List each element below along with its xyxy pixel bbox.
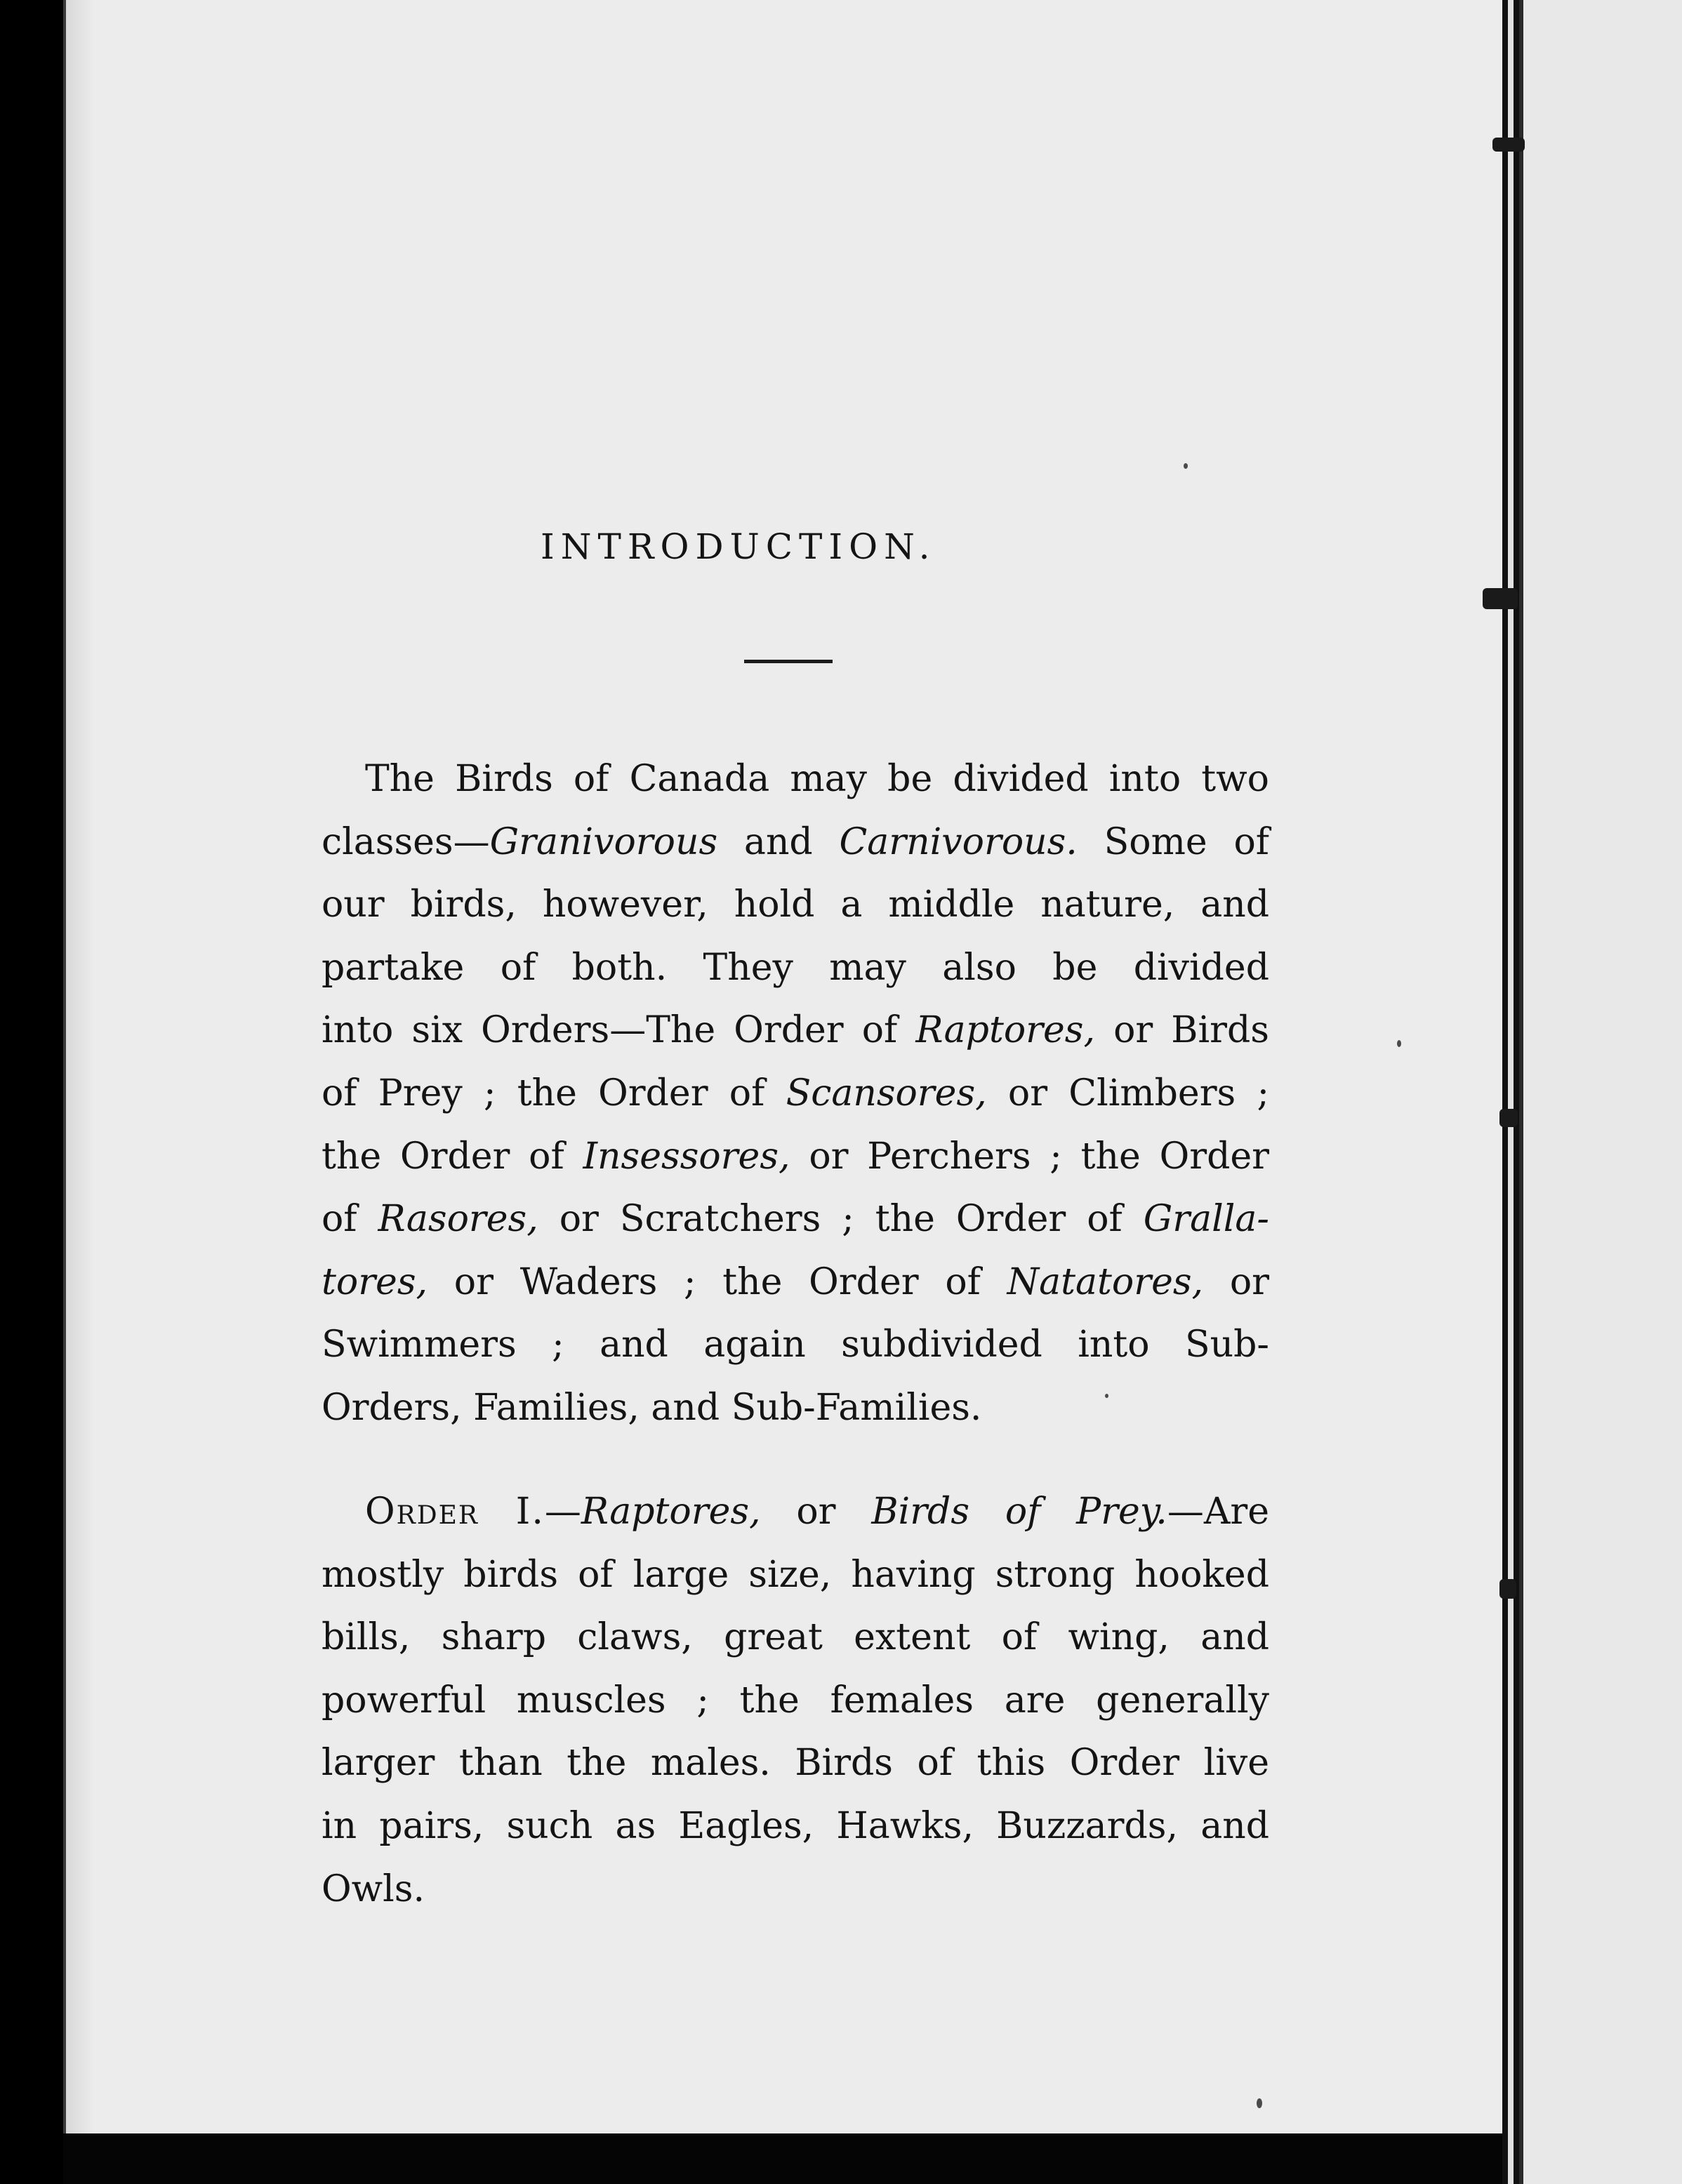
text-line: Swimmers ; and again subdivided into Sub- (322, 1324, 1269, 1366)
paragraph-classes (322, 748, 1269, 1440)
text-line: our birds, however, hold a middle nature, and (322, 884, 1269, 926)
binding-mark-1 (1492, 138, 1525, 152)
text-line: The Birds of Canada may be divided into two (365, 758, 1269, 800)
paragraph-order-one (322, 1481, 1269, 1921)
page-shadow (66, 0, 94, 2133)
binding-mark-3 (1499, 1109, 1518, 1127)
page-title: INTRODUCTION. (541, 526, 936, 567)
text-line: larger than the males. Birds of this Order live (322, 1742, 1269, 1785)
text-line: powerful muscles ; the females are generally (322, 1679, 1269, 1722)
text-line: Owls. (322, 1867, 425, 1910)
adjacent-page-edge (1519, 0, 1523, 2184)
adjacent-page (1519, 0, 1682, 2184)
ink-speck (1184, 463, 1188, 469)
text-line: tores, or Waders ; the Order of Natatores, or (322, 1260, 1269, 1303)
text-line: into six Orders—The Order of Raptores, or Birds (322, 1009, 1269, 1052)
binding-mark-4 (1499, 1579, 1516, 1599)
text-line: partake of both. They may also be divided (322, 946, 1269, 989)
text-line: Orders, Families, and Sub-Families. (322, 1386, 982, 1429)
text-line: Order I.—Raptores, or Birds of Prey.—Are (365, 1491, 1269, 1533)
text-line: classes—Granivorous and Carnivorous. Some of (322, 820, 1269, 863)
gutter-highlight (1508, 0, 1514, 2184)
order-label: Order I. (365, 1491, 545, 1533)
text-line: bills, sharp claws, great extent of wing, and (322, 1616, 1269, 1659)
text-line: of Prey ; the Order of Scansores, or Climbers ; (322, 1072, 1269, 1114)
text-line: of Rasores, or Scratchers ; the Order of Gralla- (322, 1198, 1269, 1241)
text-line: mostly birds of large size, having strong hooked (322, 1553, 1269, 1596)
ink-speck (1257, 2098, 1262, 2108)
title-rule (744, 660, 833, 663)
ink-speck (1397, 1040, 1401, 1047)
left-scan-border (0, 0, 63, 2184)
binding-mark-2 (1483, 588, 1518, 609)
text-line: in pairs, such as Eagles, Hawks, Buzzards, and (322, 1804, 1269, 1847)
bottom-scan-border (63, 2133, 1502, 2184)
text-line: the Order of Insessores, or Perchers ; the Order (322, 1135, 1269, 1178)
